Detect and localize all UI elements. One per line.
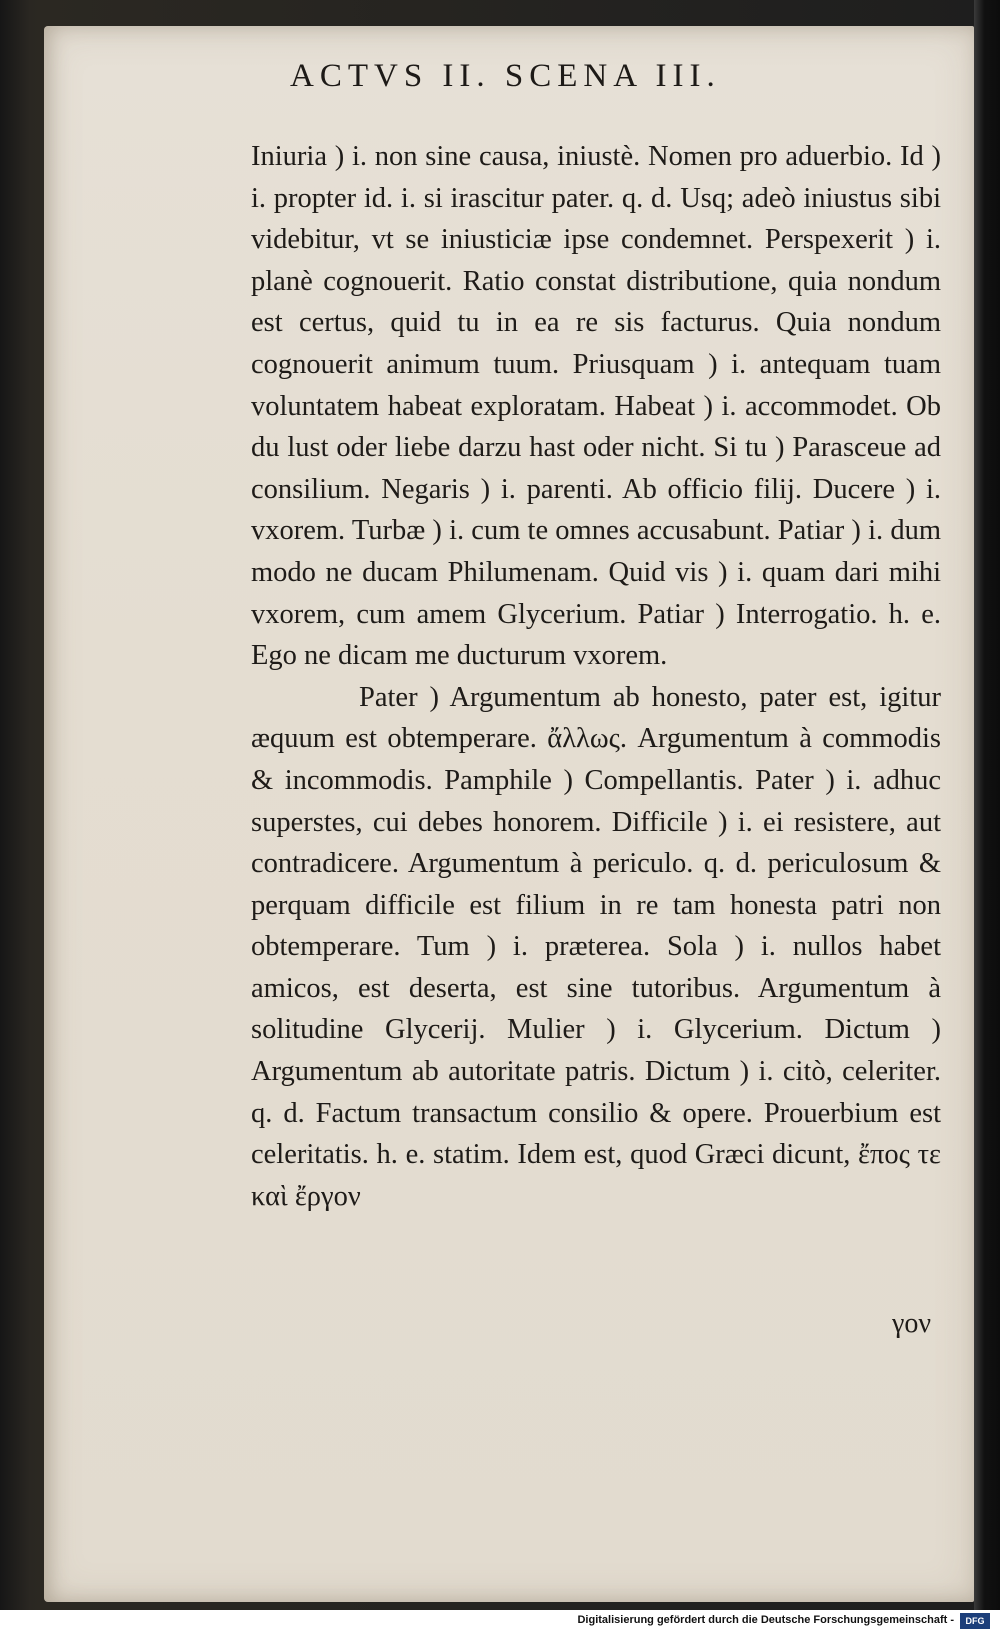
footer-credit: Digitalisierung gefördert durch die Deutsche Forschungsgemeinschaft - [577, 1614, 954, 1626]
dfg-logo-icon: DFG [960, 1613, 990, 1629]
page-body [251, 136, 941, 1217]
book-spine-edge [974, 0, 1000, 1610]
catchword: γον [892, 1308, 932, 1339]
paragraph-1: Iniuria ) i. non sine causa, iniustè. Nomen pro aduerbio. Id ) i. propter id. i. si irascitur pater. q. d. Usq; adeò iniustus sibi videbitur, vt se iniusticiæ ipse condemnet. Perspexerit ) i. planè cognouerit. Ratio constat distributione, quia nondum est certus, quid tu in ea re sis facturus. Quia nondum cognouerit animum tuum. Priusquam ) i. antequam tuam voluntatem habeat exploratam. Habeat ) i. accommodet. Ob du lust oder liebe darzu hast oder nicht. Si tu ) Parasceue ad consilium. Negaris ) i. parenti. Ab officio filij. Ducere ) i. vxorem. Turbæ ) i. cum te omnes accusabunt. Patiar ) i. dum modo ne ducam Philumenam. Quid vis ) i. quam dari mihi vxorem, cum amem Glycerium. Patiar ) Interrogatio. h. e. Ego ne dicam me ducturum vxorem. [251, 141, 941, 672]
paragraph-2: Pater ) Argumentum ab honesto, pater est, igitur æquum est obtemperare. ἄλλως. Argumentum à commodis & incommodis. Pamphile ) Compellantis. Pater ) i. adhuc superstes, cui debes honorem. Difficile ) i. ei resistere, aut contradicere. Argumentum à periculo. q. d. periculosum & perquam difficile est filium in re tam honesta patri non obtemperare. Tum ) i. præterea. Sola ) i. nullos habet amicos, est deserta, est sine tutoribus. Argumentum à solitudine Glycerij. Mulier ) i. Glycerium. Dictum ) Argumentum ab autoritate patris. Dictum ) i. citò, celeriter. q. d. Factum transactum consilio & opere. Prouerbium est celeritatis. h. e. statim. Idem est, quod Græci dicunt, ἔπος τε καὶ ἔργον [251, 681, 941, 1212]
running-head: ACTVS II. SCENA III. [290, 58, 721, 94]
